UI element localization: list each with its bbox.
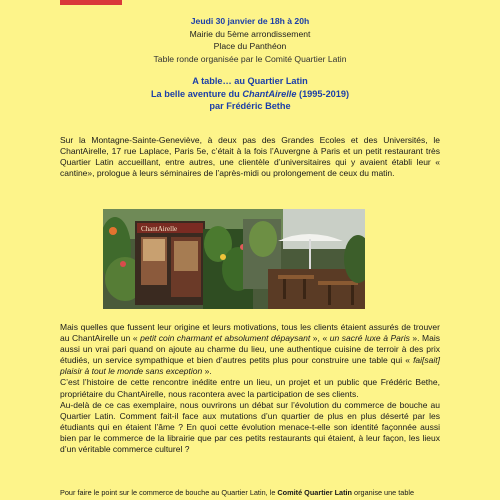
quote-1: petit coin charmant et absolument dépaysant	[140, 333, 311, 344]
quote-3: fai[sait] plaisir à tout le monde sans exception	[60, 355, 440, 377]
main-text-2: », «	[310, 333, 330, 344]
top-accent-bar	[60, 0, 122, 5]
restaurant-photo	[103, 209, 365, 309]
closing-paragraph	[60, 488, 440, 498]
intro-paragraph: Sur la Montagne-Sainte-Geneviève, à deux pas des Grandes Ecoles et des Universités, le ChantAirelle, 17 rue Laplace, Paris 5e, c’était à la fois l’Auvergne à Paris et un petit restaurant très Quartier Latin accueillant, entre autres, une clientèle d’universitaires qui y avaient établi leur « cantine», prologue à leurs séminaires de l’après-midi ou prolongement de ceux du matin.	[60, 135, 440, 179]
photo-sign-text: ChantAirelle	[141, 225, 178, 233]
title-line-2-pre: La belle aventure du	[150, 88, 243, 99]
event-organizer: Table ronde organisée par le Comité Quartier Latin	[153, 53, 347, 64]
event-title	[0, 75, 500, 113]
event-venue: Mairie du 5ème arrondissement	[189, 29, 311, 40]
closing-organizer: Comité Quartier Latin	[277, 488, 353, 497]
main-text-6: Au-delà de ce cas exemplaire, nous ouvrirons un débat sur l’évolution du commerce de bouche au Quartier Latin. Comment fait-il face aux mutations d’un quartier de plus en plus déserté par les étudiants qui en étaient l’âme ? En quoi cette évolution menace-t-elle son identité façonnée aussi bien par le commerce de la librairie que par ces petits restaurants qui étaient, à leur façon, les lieux d’un véritable commerce culturel ?	[60, 399, 440, 455]
title-line-2-post: (1995-2019)	[296, 88, 350, 99]
closing-text-post: organise une table	[352, 488, 415, 497]
main-text-4: ».	[202, 366, 212, 377]
main-text-1: Mais quelles que fussent leur origine et leurs motivations, tous les clients étaient assurés de trouver au ChantAirelle un «	[60, 322, 440, 344]
event-header	[0, 15, 500, 65]
title-restaurant-name: ChantAirelle	[242, 88, 297, 99]
event-place: Place du Panthéon	[213, 41, 287, 52]
title-line-1: A table… au Quartier Latin	[192, 76, 308, 86]
title-author: par Frédéric Bethe	[209, 101, 291, 112]
main-text-3: ». Mais aussi un vrai pari quand on ajoute au charme du lieu, une authentique cuisine de terroir à des prix étudiés, un service sympathique et bien d’autres petits plus pour construire une table qui «	[60, 333, 440, 366]
quote-2: un sacré luxe à Paris	[329, 333, 410, 344]
closing-text-pre: Pour faire le point sur le commerce de bouche au Quartier Latin, le	[60, 488, 278, 497]
main-paragraph	[60, 322, 440, 455]
main-text-5: C’est l’histoire de cette rencontre inédite entre un lieu, un projet et un public que Frédéric Bethe, propriétaire du ChantAirelle, nous racontera avec la participation de ses clients.	[60, 377, 440, 399]
event-date: Jeudi 30 janvier de 18h à 20h	[190, 16, 310, 26]
title-line-2	[0, 88, 500, 101]
